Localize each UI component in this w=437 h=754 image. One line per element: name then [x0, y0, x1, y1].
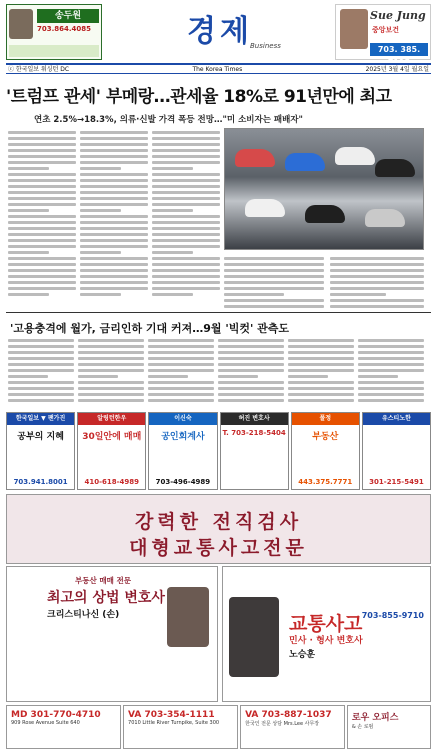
dateline-right: 2025년 3월 4일 월요일 [365, 66, 429, 73]
masthead-left-ad[interactable] [6, 4, 102, 60]
footer-ad-4[interactable] [347, 705, 431, 749]
footer-ad-1-phone: MD 301-770-4710 [11, 710, 101, 720]
ad-2-title: 30일안에 매매 [82, 432, 142, 442]
section-title: 경제 [187, 14, 253, 49]
ad-2[interactable] [77, 412, 146, 490]
article1-column-5 [330, 254, 424, 311]
ad-3-title: 공인회계사 [161, 432, 205, 442]
ad-5-header: 폴정 [292, 413, 359, 425]
dateline-mid: The Korea Times [192, 66, 243, 73]
big-ad-line-1: 강력한 전직검사 [134, 511, 303, 533]
article1-headline[interactable]: '트럼프 관세' 부메랑…관세율 18%로 91년만에 최고 [6, 87, 392, 107]
footer-ad-2-address: 7010 Little River Turnpike, Suite 300 [128, 720, 220, 726]
article2-column-5 [288, 336, 354, 405]
ad-1[interactable] [6, 412, 75, 490]
article2-column-6 [358, 336, 424, 405]
article2-headline[interactable]: '고용충격에 월가, 금리인하 기대 커져…9월 '빅컷' 관측도 [10, 322, 290, 335]
ad-2-header: 알링턴한우 [78, 413, 145, 425]
ad-6-phone: 301-215-5491 [369, 478, 424, 486]
ad-4-header: 허진 변호사 [221, 413, 288, 425]
article1-photo[interactable] [224, 128, 424, 250]
dateline-left: ⓒ 한국일보 워싱턴 DC [8, 66, 70, 73]
lawyer-1-photo [167, 587, 209, 647]
article1-column-3 [152, 128, 220, 299]
ad-footer-bar [9, 45, 99, 57]
agent-phone: 703.864.4085 [37, 25, 92, 33]
ad-2-phone: 410-618-4989 [84, 478, 140, 486]
footer-ad-3-address: 한국인 전문 상담 Mrs.Lee 사무장 [245, 721, 320, 727]
article2-column-3 [148, 336, 214, 405]
agent-photo [9, 9, 33, 39]
article1-subhead: 연초 2.5%→18.3%, 의류·신발 가격 폭등 전망…"미 소비자는 패배자" [34, 115, 303, 125]
lawyer-2-phone: 703-855-9710 [361, 611, 424, 620]
ad-1-phone: 703.941.8001 [13, 478, 68, 486]
big-lawyer-ad[interactable] [6, 494, 431, 564]
article1-column-4 [224, 254, 324, 311]
ad-4-title: T. 703-218-5404 [222, 429, 286, 437]
ad-row [6, 412, 431, 490]
ad-1-title: 공부의 지혜 [17, 432, 64, 442]
footer-ad-4-name: 로우 오피스 [351, 713, 399, 723]
ad-1-header: 한국일보 ▼ 팬가진 [7, 413, 74, 425]
section-title-block [150, 6, 290, 50]
footer-ad-4-sub: & 손 로펌 [351, 724, 374, 730]
lawyer-ad-right[interactable] [222, 566, 431, 702]
section-subtitle: Business [250, 42, 281, 50]
big-ad-line-2: 대형교통사고전문 [129, 537, 308, 559]
ad-6[interactable] [362, 412, 431, 490]
lawyer-1-tag: 부동산 매매 전문 [75, 576, 131, 585]
lawyer-2-name: 노승훈 [289, 650, 316, 660]
lawyer-1-name: 크리스티나신 (손) [47, 610, 120, 620]
lawyer-1-title: 최고의 상법 변호사 [47, 590, 165, 606]
footer-ad-1-address: 909 Rose Avenue Suite 640 [11, 720, 80, 726]
footer-ad-3-phone: VA 703-887-1037 [245, 710, 332, 720]
dateline-bar [6, 63, 431, 74]
advertiser-script-name: Sue Jung [370, 9, 426, 22]
ad-5-phone: 443.375.7771 [298, 478, 353, 486]
footer-ad-3[interactable] [240, 705, 345, 749]
section-divider [6, 312, 431, 313]
ad-3-phone: 703-496-4989 [155, 478, 211, 486]
footer-ad-2-phone: VA 703-354-1111 [128, 710, 215, 720]
footer-ad-1[interactable] [6, 705, 121, 749]
article2-column-2 [78, 336, 144, 405]
ad-4[interactable] [220, 412, 289, 490]
lawyer-2-photo [229, 597, 279, 677]
ad-3-header: 이신숙 [149, 413, 216, 425]
footer-ad-2[interactable] [123, 705, 238, 749]
article1-column-2 [80, 128, 148, 299]
lawyer-ad-left[interactable] [6, 566, 218, 702]
ad-6-header: 유스티노한 [363, 413, 430, 425]
article1-column-1 [8, 128, 76, 299]
ad-3[interactable] [148, 412, 217, 490]
advertiser-tag: 중앙보건 [372, 26, 400, 34]
masthead [0, 0, 437, 66]
article2-column-1 [8, 336, 74, 405]
agent-name: 송두원 [37, 9, 99, 23]
ad-5-title: 부동산 [312, 432, 339, 442]
advertiser-phone: 703. 385. 7115 [370, 43, 428, 56]
article2-column-4 [218, 336, 284, 405]
lawyer-2-subtitle: 민사 · 형사 변호사 [289, 636, 363, 646]
lawyer-2-title: 교통사고 [289, 613, 363, 635]
masthead-right-ad[interactable] [335, 4, 431, 67]
ad-5[interactable] [291, 412, 360, 490]
advertiser-photo [340, 9, 368, 49]
footer-ads [6, 705, 431, 749]
